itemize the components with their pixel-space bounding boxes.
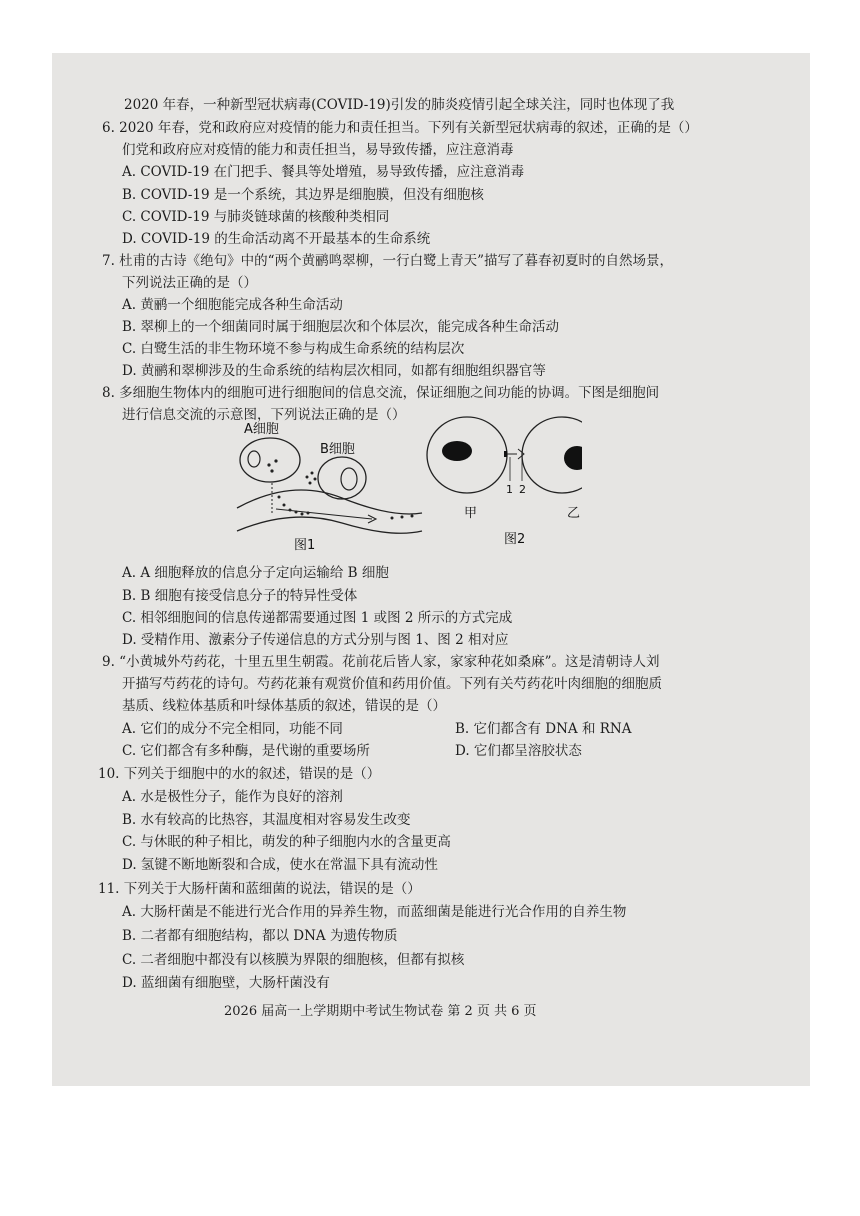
q7-line-2: 下列说法正确的是（） — [122, 275, 257, 291]
label-b-cell: B细胞 — [320, 442, 355, 457]
q8-line-2: 进行信息交流的示意图，下列说法正确的是（） — [122, 407, 406, 423]
q9-line-3: 基质、线粒体基质和叶绿体基质的叙述，错误的是（） — [122, 698, 446, 714]
q6-option-c: C. COVID-19 与肺炎链球菌的核酸种类相同 — [122, 209, 390, 225]
q8-figure — [232, 413, 582, 553]
label-1: 1 — [506, 483, 513, 496]
q11-option-d: D. 蓝细菌有细胞壁，大肠杆菌没有 — [122, 975, 330, 991]
b-cell-nucleus — [341, 468, 357, 490]
q11-option-a: A. 大肠杆菌是不能进行光合作用的异养生物，而蓝细菌是能进行光合作用的自养生物 — [122, 904, 627, 920]
q6-option-a: A. COVID-19 在门把手、餐具等处增殖，易导致传播，应注意消毒 — [122, 164, 525, 180]
q8-option-c: C. 相邻细胞间的信息传递都需要通过图 1 或图 2 所示的方式完成 — [122, 610, 513, 626]
caption-figure-1: 图1 — [294, 538, 316, 553]
q6-option-d: D. COVID-19 的生命活动离不开最基本的生命系统 — [122, 231, 431, 247]
cell-yi-nucleus — [564, 446, 582, 470]
q10-option-a: A. 水是极性分子，能作为良好的溶剂 — [122, 789, 343, 805]
q6-option-b: B. COVID-19 是一个系统，其边界是细胞膜，但没有细胞核 — [122, 187, 484, 203]
a-cell-nucleus — [248, 451, 260, 467]
q6-line-3: 们党和政府应对疫情的能力和责任担当，易导致传播，应注意消毒 — [122, 142, 514, 158]
q11-option-c: C. 二者细胞中都没有以核膜为界限的细胞核，但都有拟核 — [122, 952, 465, 968]
label-yi: 乙 — [567, 506, 581, 521]
cell-jia-nucleus — [442, 441, 472, 461]
q10-option-b: B. 水有较高的比热容，其温度相对容易发生改变 — [122, 812, 411, 828]
label-a-cell: A细胞 — [244, 422, 279, 437]
q10-option-c: C. 与休眠的种子相比，萌发的种子细胞内水的含量更高 — [122, 834, 451, 850]
q8-option-d: D. 受精作用、激素分子传递信息的方式分别与图 1、图 2 相对应 — [122, 632, 509, 648]
q9-option-b: B. 它们都含有 DNA 和 RNA — [455, 721, 632, 737]
q10-line-1: 10. 下列关于细胞中的水的叙述，错误的是（） — [98, 766, 381, 782]
q9-option-d: D. 它们都呈溶胶状态 — [455, 743, 582, 759]
page-footer: 2026 届高一上学期期中考试生物试卷 第 2 页 共 6 页 — [224, 1004, 537, 1019]
q8-option-b: B. B 细胞有接受信息分子的特异性受体 — [122, 588, 358, 604]
label-2: 2 — [519, 483, 526, 496]
q9-option-a: A. 它们的成分不完全相同，功能不同 — [122, 721, 343, 737]
q8-line-1: 8. 多细胞生物体内的细胞可进行细胞间的信息交流，保证细胞之间功能的协调。下图是细胞间 — [102, 385, 660, 401]
q7-option-a: A. 黄鹂一个细胞能完成各种生命活动 — [122, 297, 343, 313]
q9-line-1: 9. “小黄城外芍药花，十里五里生朝霞。花前花后皆人家，家家种花如桑麻”。这是清朝诗人刘 — [102, 654, 660, 670]
q7-option-b: B. 翠柳上的一个细菌同时属于细胞层次和个体层次，能完成各种生命活动 — [122, 319, 560, 335]
figure-2 — [427, 417, 582, 547]
q7-option-d: D. 黄鹂和翠柳涉及的生命系统的结构层次相同，如都有细胞组织器官等 — [122, 363, 546, 379]
q6-line-2: 6. 2020 年春，党和政府应对疫情的能力和责任担当。下列有关新型冠状病毒的叙述，正确的是（） — [102, 120, 698, 136]
a-cell — [240, 438, 300, 482]
q7-line-1: 7. 杜甫的古诗《绝句》中的“两个黄鹂鸣翠柳，一行白鹭上青天”描写了暮春初夏时的自然场景， — [102, 253, 673, 269]
q11-option-b: B. 二者都有细胞结构，都以 DNA 为遗传物质 — [122, 928, 398, 944]
q9-line-2: 开描写芍药花的诗句。芍药花兼有观赏价值和药用价值。下列有关芍药花叶肉细胞的细胞质 — [122, 676, 662, 692]
q7-option-c: C. 白鹭生活的非生物环境不参与构成生命系统的结构层次 — [122, 341, 465, 357]
q11-line-1: 11. 下列关于大肠杆菌和蓝细菌的说法，错误的是（） — [98, 881, 421, 897]
q6-line-1: 2020 年春，一种新型冠状病毒(COVID-19)引发的肺炎疫情引起全球关注，同时也体现了我 — [124, 97, 675, 113]
q10-option-d: D. 氢键不断地断裂和合成，使水在常温下具有流动性 — [122, 857, 438, 873]
caption-figure-2: 图2 — [504, 532, 526, 547]
exam-paper — [52, 53, 810, 1086]
figure-1 — [237, 422, 422, 553]
blood-vessel-lower — [237, 517, 422, 533]
label-jia: 甲 — [464, 506, 478, 521]
blood-vessel-upper — [237, 490, 422, 514]
q9-option-c: C. 它们都含有多种酶，是代谢的重要场所 — [122, 743, 370, 759]
q8-option-a: A. A 细胞释放的信息分子定向运输给 B 细胞 — [122, 565, 389, 581]
